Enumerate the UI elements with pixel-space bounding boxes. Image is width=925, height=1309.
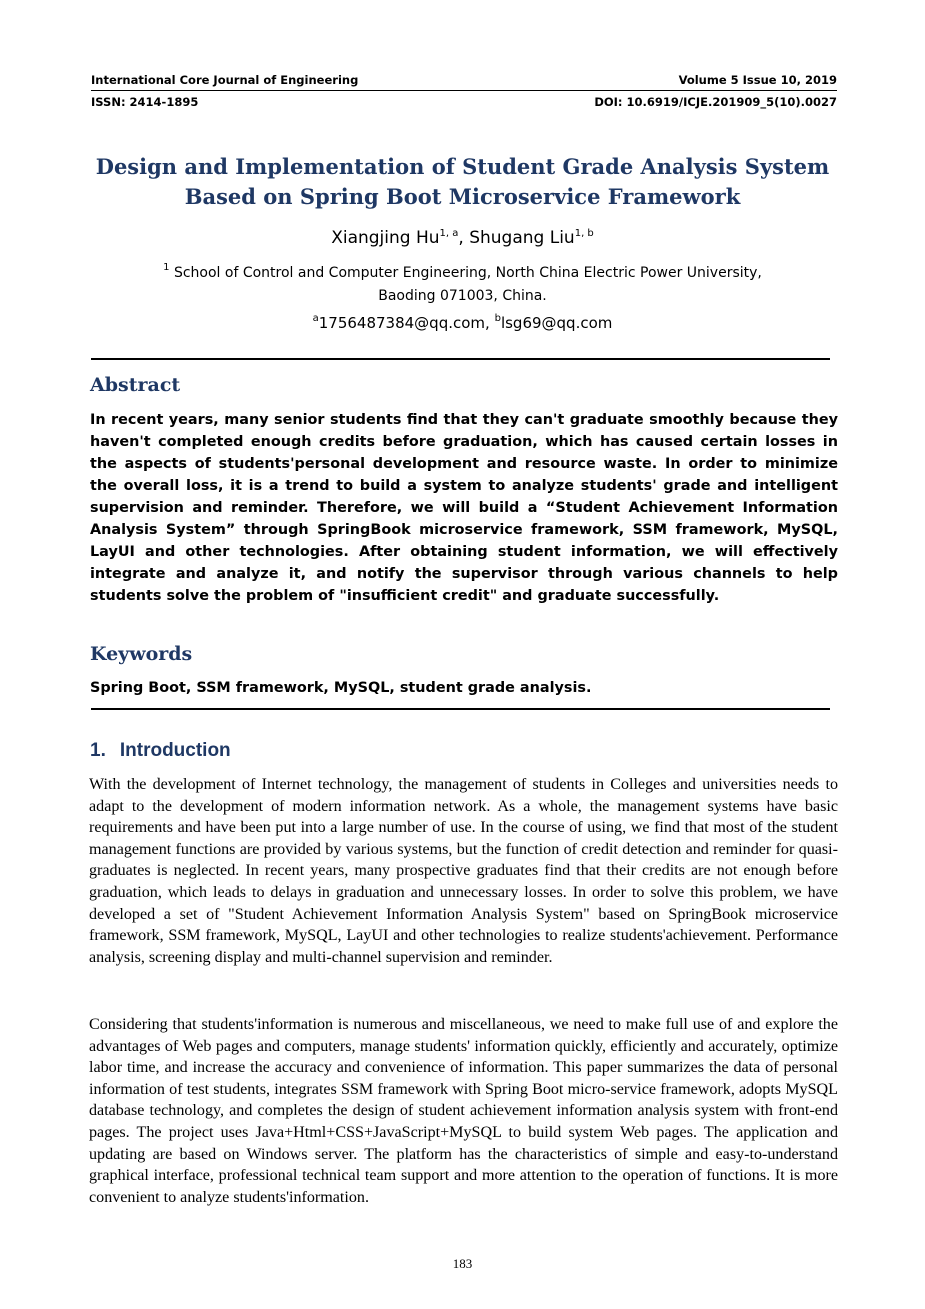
title-line-2: Based on Spring Boot Microservice Framework bbox=[184, 184, 741, 209]
author-1-name: Xiangjing Hu bbox=[331, 228, 440, 248]
issn: ISSN: 2414-1895 bbox=[91, 95, 199, 109]
introduction-paragraph-1: With the development of Internet technology, the management of students in Colleges and universities needs to adapt to the development of modern information network. As a whole, the management systems have basic requirements and have been put into a large number of use. In the course of using, we find that most of the student management functions are provided by various systems, but the function of credit detection and reminder for quasi-graduates is neglected. In recent years, many prospective graduates find that their credits are not enough before graduation, which leads to delays in graduation and unnecessary losses. In order to solve this problem, we have developed a set of "Student Achievement Information Analysis System" based on SpringBook microservice framework, SSM framework, MySQL, LayUI and other technologies to realize students'achievement. Performance analysis, screening display and multi-channel supervision and reminder. bbox=[89, 776, 838, 966]
abstract-top-rule bbox=[91, 358, 830, 360]
introduction-heading bbox=[90, 740, 231, 762]
email-b-mark: b bbox=[494, 313, 501, 324]
email-a[interactable]: 1756487384@qq.com, bbox=[318, 314, 495, 332]
running-header-bottom bbox=[91, 95, 837, 109]
keywords-bottom-rule bbox=[91, 708, 830, 710]
keywords-heading: Keywords bbox=[90, 643, 193, 665]
paper-title bbox=[60, 152, 865, 212]
volume-issue: Volume 5 Issue 10, 2019 bbox=[678, 73, 837, 87]
affiliation-line-1: School of Control and Computer Engineering, North China Electric Power University, bbox=[169, 265, 762, 281]
journal-name: International Core Journal of Engineering bbox=[91, 73, 359, 87]
author-separator: , bbox=[458, 228, 470, 248]
abstract-text: In recent years, many senior students find that they can't graduate smoothly because they haven't completed enough credits before graduation, which has caused certain losses in the aspects of students'personal development and resource waste. In order to minimize the overall loss, it is a trend to build a system to analyze students' grade and intelligent supervision and reminder. Therefore, we will build a “Student Achievement Information Analysis System” through SpringBook microservice framework, SSM framework, MySQL, LayUI and other technologies. After obtaining student information, we will effectively integrate and analyze it, and notify the supervisor through various channels to help students solve the problem of "insufficient credit" and graduate successfully. bbox=[90, 412, 838, 604]
author-list bbox=[60, 222, 865, 250]
page-number: 183 bbox=[452, 1256, 473, 1271]
affiliation-mark: 1 bbox=[163, 262, 170, 273]
keywords-text: Spring Boot, SSM framework, MySQL, student grade analysis. bbox=[90, 680, 592, 696]
doi: DOI: 10.6919/ICJE.201909_5(10).0027 bbox=[594, 95, 837, 109]
section-number: 1. bbox=[90, 740, 106, 761]
author-2-affil-mark: 1, b bbox=[574, 228, 594, 239]
affiliation bbox=[95, 256, 830, 308]
abstract-heading: Abstract bbox=[90, 374, 181, 396]
author-1-affil-mark: 1, a bbox=[439, 228, 459, 239]
section-title: Introduction bbox=[119, 740, 231, 761]
author-2-name: Shugang Liu bbox=[469, 228, 575, 248]
introduction-paragraph-2: Considering that students'information is numerous and miscellaneous, we need to make full use of and explore the advantages of Web pages and computers, manage students' information quickly, efficiently and accurately, optimize labor time, and increase the accuracy and convenience of information. This paper summarizes the data of personal information of test students, integrates SSM framework with Spring Boot micro-service framework, adopts MySQL database technology, and completes the design of student achievement information analysis system with front-end pages. The project uses Java+Html+CSS+JavaScript+MySQL to build system Web pages. The application and updating are based on Windows server. The platform has the characteristics of simple and easy-to-understand graphical interface, professional technical team support and more attention to the operation of functions. It is more convenient to analyze students'information. bbox=[89, 1016, 838, 1206]
running-header-top bbox=[91, 73, 837, 87]
affiliation-line-2: Baoding 071003, China. bbox=[378, 288, 547, 304]
email-b[interactable]: lsg69@qq.com bbox=[500, 314, 613, 332]
title-line-1: Design and Implementation of Student Grade Analysis System bbox=[95, 154, 830, 179]
header-divider bbox=[91, 90, 837, 91]
email-a-mark: a bbox=[312, 313, 319, 324]
author-emails bbox=[60, 308, 865, 334]
